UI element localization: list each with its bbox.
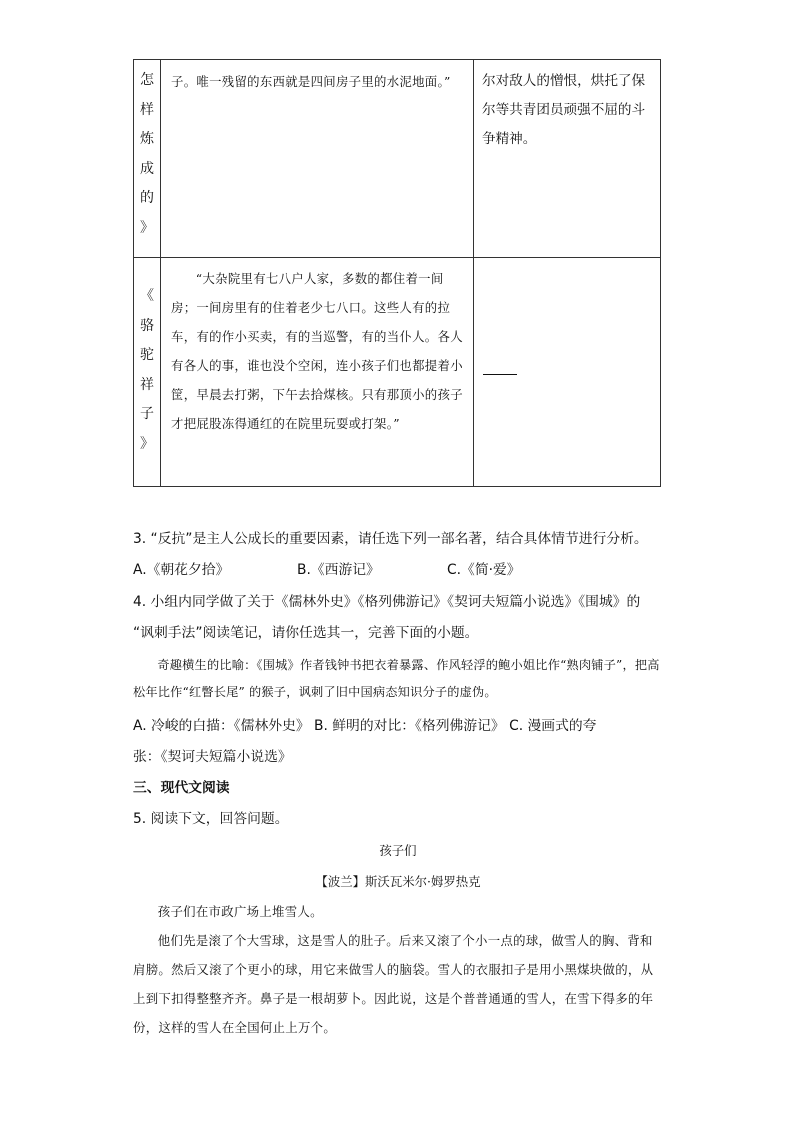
title-char: 骆 <box>140 317 154 334</box>
question-4-options-line1: A. 冷峻的白描：《儒林外史》 B. 鲜明的对比：《格列佛游记》 C. 漫画式的夸 <box>133 718 597 734</box>
question-4-stem-line1: 4. 小组内同学做了关于《儒林外史》《格列佛游记》《契诃夫短篇小说选》《围城》的 <box>133 594 641 610</box>
title-char: 成 <box>140 160 154 177</box>
title-char: 怎 <box>140 72 154 88</box>
title-char: 《 <box>140 288 154 304</box>
question-4-stem-line2: “讽刺手法”阅读笔记，请你任选其一，完善下面的小题。 <box>133 625 479 641</box>
title-char: 炼 <box>140 131 154 147</box>
title-char: 样 <box>140 101 154 118</box>
question-4-example: 奇趣横生的比喻：《围城》作者钱钟书把衣着暴露、作风轻浮的鲍小姐比作“熟肉铺子”，把高松年比作“红瞥长尾” 的猴子，讽刺了旧中国病态知识分子的虚伪。 <box>133 658 660 699</box>
answer-blank[interactable] <box>483 362 517 375</box>
title-char: 祥 <box>140 376 154 393</box>
book-title-cell <box>134 60 161 258</box>
question-3-option-a: A.《朝花夕拾》 <box>133 562 230 578</box>
title-char: 驼 <box>140 347 154 363</box>
title-char: 》 <box>140 219 154 236</box>
article-paragraph: 他们先是滚了个大雪球，这是雪人的肚子。后来又滚了个小一点的球，做雪人的胸、背和肩膀。然后又滚了个更小的球，用它来做雪人的脑袋。雪人的衣服扣子是用小黑煤块做的，从上到下扣得整整齐齐。鼻子是一根胡萝卜。因此说，这是个普普通通的雪人，在雪下得多的年份，这样的雪人在全国何止上万个。 <box>133 933 654 1035</box>
question-3-option-c: C.《简·爱》 <box>447 562 521 578</box>
table-row <box>134 258 661 487</box>
reading-notes-table <box>133 59 661 487</box>
question-5-stem: 5. 阅读下文，回答问题。 <box>133 811 289 827</box>
quote-cell <box>161 60 474 258</box>
book-title-cell <box>134 258 161 487</box>
analysis-cell <box>474 258 661 487</box>
table-row <box>134 60 661 258</box>
quote-text: 子。唯一残留的东西就是四间房子里的水泥地面。” <box>171 74 451 89</box>
title-char: 》 <box>140 435 154 452</box>
analysis-text: 尔对敌人的憎恨，烘托了保尔等共青团员顽强不屈的斗争精神。 <box>482 73 646 147</box>
question-3-option-b: B.《西游记》 <box>297 562 380 578</box>
article-title: 孩子们 <box>379 843 417 858</box>
title-char: 的 <box>140 190 154 206</box>
quote-text: “大杂院里有七八户人家，多数的都住着一间房；一间房里有的住着老少七八口。这些人有的拉车，有的作小买卖，有的当巡警，有的当仆人。各人有各人的事，谁也没个空闲，连小孩子们也都提着小筐，早晨去打粥，下午去拾煤核。只有那顶小的孩子才把屁股冻得通红的在院里玩耍或打架。” <box>171 271 463 431</box>
analysis-cell <box>474 60 661 258</box>
title-char: 子 <box>140 406 154 422</box>
article-author: 【波兰】斯沃瓦米尔·姆罗热克 <box>315 874 481 889</box>
section-heading: 三、现代文阅读 <box>133 780 230 796</box>
question-4-options-line2: 张：《契诃夫短篇小说选》 <box>133 749 292 765</box>
book-title-vertical <box>134 258 160 459</box>
question-3-stem: 3. “反抗”是主人公成长的重要因素，请任选下列一部名著，结合具体情节进行分析。 <box>133 531 648 547</box>
book-title-vertical <box>134 60 160 243</box>
quote-cell <box>161 258 474 487</box>
article-paragraph: 孩子们在市政广场上堆雪人。 <box>157 904 323 919</box>
